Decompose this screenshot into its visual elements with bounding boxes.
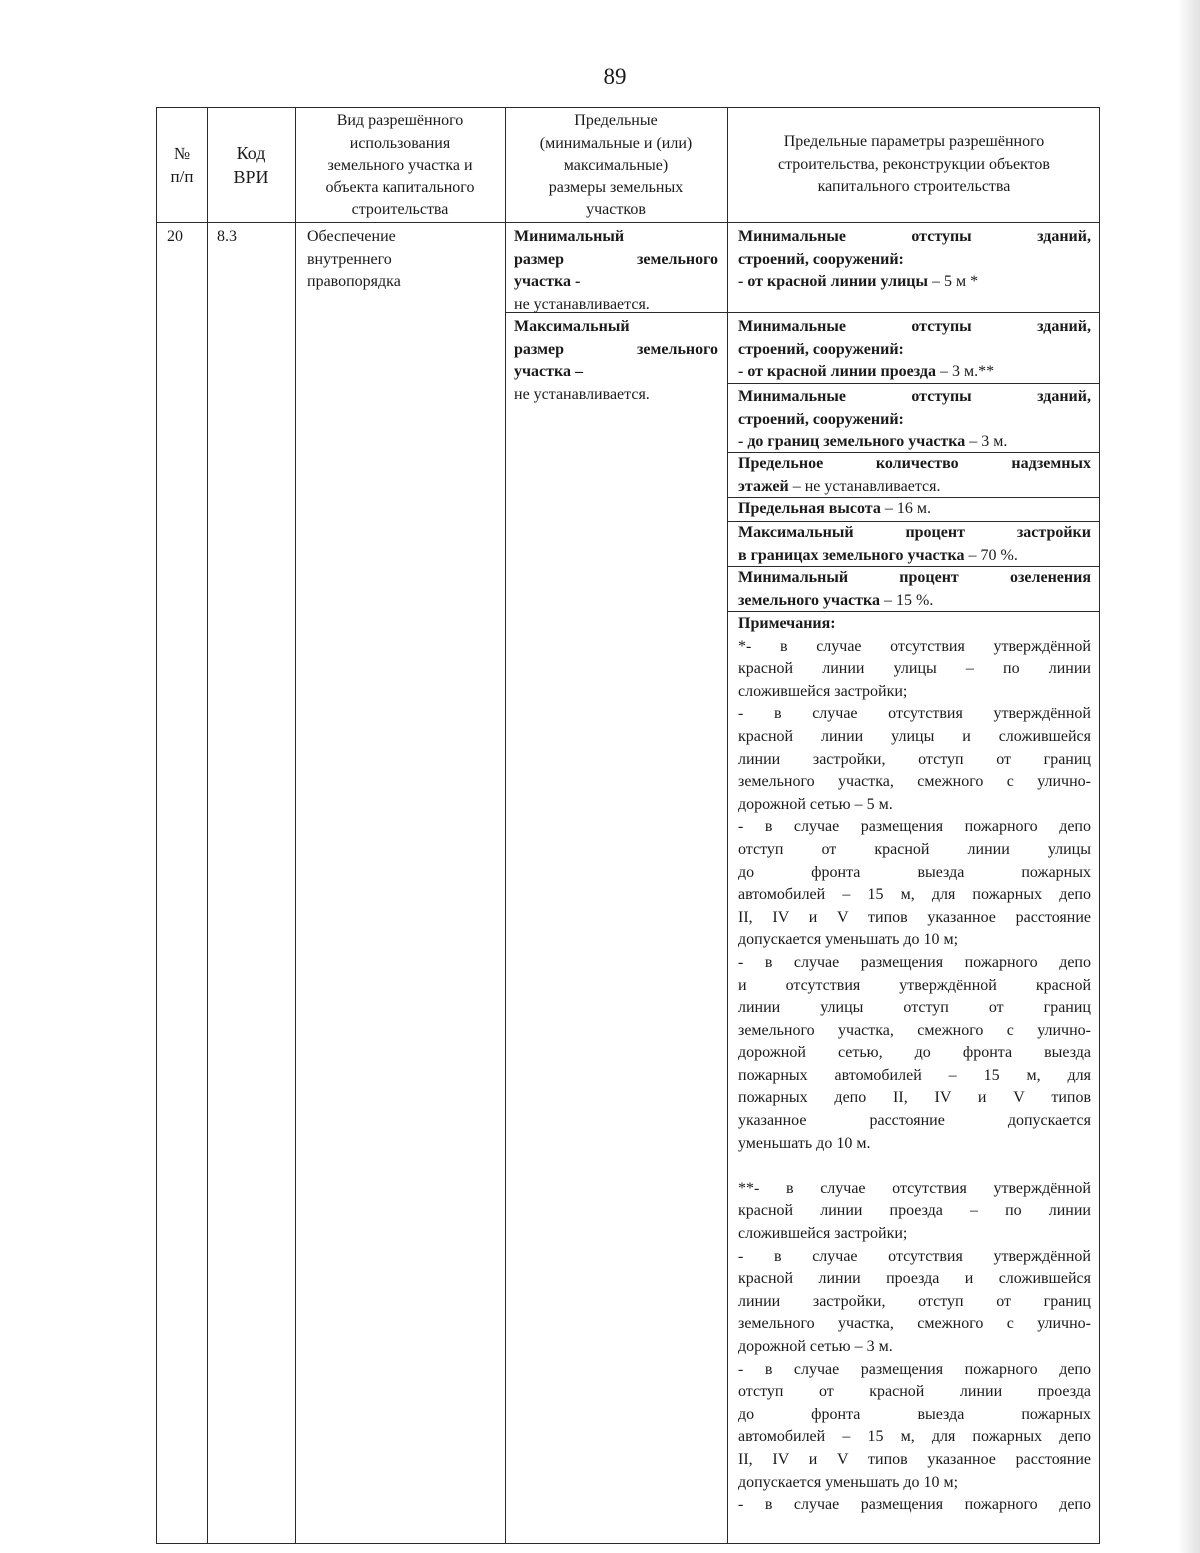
note-line: сложившейся застройки; [738, 1225, 908, 1243]
note-line: линии улицы отступ от границ [738, 999, 1091, 1017]
note-line: - в случае размещения пожарного депо [738, 1360, 1091, 1378]
note-line: автомобилей – 15 м, для пожарных депо [738, 1428, 1091, 1446]
note-line: земельного участка, смежного с улично- [738, 1021, 1091, 1039]
header-line: (минимальные и (или) [539, 134, 693, 152]
note-line: сложившейся застройки; [738, 682, 908, 700]
max-size-title: Максимальный [514, 318, 630, 335]
param-label: Предельная высота [738, 500, 881, 517]
note-line: красной линии улицы и сложившейся [738, 727, 1091, 745]
param-title-line: Минимальные отступы зданий, [738, 388, 1091, 405]
max-plot-size [514, 316, 718, 406]
header-line: объекта капитального [325, 179, 475, 197]
header-line: Предельные параметры разрешённого [783, 133, 1045, 151]
param-value-line [738, 545, 1091, 568]
row-code: 8.3 [217, 228, 237, 245]
note-line: автомобилей – 15 м, для пожарных депо [738, 886, 1091, 904]
param-title-line: Минимальный процент озеленения [738, 569, 1091, 586]
min-size-title: участка - [514, 273, 581, 290]
note-line: - в случае размещения пожарного депо [738, 818, 1091, 836]
param-title-line: Минимальные отступы зданий, [738, 318, 1091, 335]
param-title-line: строений, сооружений: [738, 410, 904, 428]
note-line: пожарных депо II, IV и V типов [738, 1089, 1091, 1107]
header-bottom-line [157, 222, 1099, 223]
header-line: строительства [351, 201, 449, 219]
note-line: до фронта выезда пожарных [738, 863, 1091, 881]
param-min-greening [738, 567, 1091, 612]
note-line: линии застройки, отступ от границ [738, 750, 1091, 768]
param-value-line [738, 431, 1091, 454]
param-title-line: Предельное количество надземных [738, 455, 1091, 472]
header-line: Предельные [574, 112, 658, 130]
row-number: 20 [167, 228, 183, 245]
min-size-value: не устанавливается. [514, 295, 650, 313]
note-line [738, 1155, 1091, 1178]
header-code-line: Код [236, 143, 266, 163]
param-label: земельного участка [738, 591, 881, 609]
note-line: - в случае размещения пожарного депо [738, 1496, 1091, 1514]
param-value-line [738, 590, 1091, 613]
col-divider-4 [727, 108, 728, 1543]
note-line: земельного участка, смежного с улично- [738, 773, 1091, 791]
note-line: - в случае размещения пожарного депо [738, 953, 1091, 971]
param-label: этажей [738, 477, 789, 495]
notes [738, 613, 1091, 1517]
note-line: допускается уменьшать до 10 м; [738, 931, 959, 949]
param-value: – 3 м. [965, 433, 1008, 450]
note-line: дорожной сетью – 3 м. [738, 1338, 893, 1355]
note-line: дорожной сетью, до фронта выезда [738, 1044, 1091, 1062]
max-size-value: не устанавливается. [514, 385, 650, 403]
header-line: использования [349, 134, 451, 152]
param-title-line: строений, сооружений: [738, 250, 904, 268]
param-setback-boundary [738, 386, 1091, 454]
use-line: внутреннего [307, 250, 392, 268]
note-line: уменьшать до 10 м. [738, 1134, 871, 1152]
param-value: – 16 м. [880, 500, 931, 517]
note-line: и отсутствия утверждённой красной [738, 976, 1091, 994]
note-line: отступ от красной линии улицы [738, 840, 1091, 858]
header-line: участков [586, 201, 646, 219]
param-max-coverage [738, 522, 1091, 567]
notes-body [738, 636, 1091, 1517]
max-size-title: размер земельного [514, 340, 718, 358]
header-number-line: п/п [170, 167, 194, 186]
use-line: правопорядка [307, 273, 401, 290]
header-size-limits [505, 108, 727, 222]
col-divider-2 [295, 108, 296, 1543]
param-value: – 3 м.** [935, 363, 995, 380]
regulation-table [156, 107, 1100, 1544]
page-number: 89 [603, 64, 627, 89]
header-number [157, 108, 207, 222]
header-code-line: ВРИ [233, 167, 269, 187]
header-line: капитального строительства [817, 178, 1011, 196]
param-title-line: Максимальный процент застройки [738, 524, 1091, 541]
header-line: земельного участка и [327, 156, 473, 174]
header-number-line: № [173, 144, 191, 163]
param-value-line [738, 498, 1091, 521]
note-line: линии застройки, отступ от границ [738, 1292, 1091, 1310]
note-line: II, IV и V типов указанное расстояние [738, 1450, 1091, 1468]
param-label: - от красной линии проезда [738, 363, 936, 380]
param-title-line: строений, сооружений: [738, 340, 904, 358]
note-line: земельного участка, смежного с улично- [738, 1315, 1091, 1333]
param-value: – 70 %. [964, 546, 1018, 564]
header-line: строительства, реконструкции объектов [778, 155, 1050, 173]
use-line: Обеспечение [307, 228, 396, 245]
note-line: допускается уменьшать до 10 м; [738, 1473, 959, 1491]
row-permitted-use [307, 226, 497, 294]
param-label: - до границ земельного участка [738, 433, 966, 450]
note-line: отступ от красной линии проезда [738, 1383, 1091, 1401]
max-size-title: участка – [514, 363, 583, 380]
min-size-title: размер земельного [514, 250, 718, 268]
min-plot-size [514, 226, 718, 316]
param-value-line [738, 361, 1091, 384]
header-line: Вид разрешённого [336, 112, 464, 130]
param-floors [738, 453, 1091, 498]
header-line: максимальные) [563, 156, 669, 174]
header-construction-params [727, 108, 1101, 222]
param-value: – не устанавливается. [788, 477, 941, 495]
param-label: - от красной линии улицы [738, 273, 928, 290]
note-line: пожарных автомобилей – 15 м, для [738, 1066, 1091, 1084]
note-line: II, IV и V типов указанное расстояние [738, 908, 1091, 926]
note-line: - в случае отсутствия утверждённой [738, 705, 1091, 723]
header-line: размеры земельных [548, 179, 684, 197]
param-height [738, 498, 1091, 521]
note-line: **- в случае отсутствия утверждённой [738, 1179, 1091, 1197]
param-title-line: Минимальные отступы зданий, [738, 228, 1091, 245]
param-value: – 15 %. [880, 591, 934, 609]
note-line: указанное расстояние допускается [738, 1112, 1091, 1130]
note-line: красной линии проезда и сложившейся [738, 1270, 1091, 1288]
note-line: *- в случае отсутствия утверждённой [738, 637, 1091, 655]
param-label: в границах земельного участка [738, 546, 965, 564]
note-line: - в случае отсутствия утверждённой [738, 1247, 1091, 1265]
header-permitted-use [295, 108, 505, 222]
param-setback-driveway [738, 316, 1091, 384]
scan-edge-shadow [1178, 0, 1200, 1553]
param-value-line [738, 476, 1091, 499]
note-line: красной линии улицы – по линии [738, 660, 1091, 678]
note-line: красной линии проезда – по линии [738, 1202, 1091, 1220]
note-line: дорожной сетью – 5 м. [738, 795, 893, 813]
min-size-title: Минимальный [514, 228, 625, 245]
param-value: – 5 м * [928, 273, 979, 290]
notes-title: Примечания: [738, 615, 836, 632]
note-line: до фронта выезда пожарных [738, 1405, 1091, 1423]
param-value-line [738, 271, 1091, 294]
header-code [207, 108, 295, 222]
param-setback-street [738, 226, 1091, 294]
col-divider-1 [207, 108, 208, 1543]
col-divider-3 [505, 108, 506, 1543]
